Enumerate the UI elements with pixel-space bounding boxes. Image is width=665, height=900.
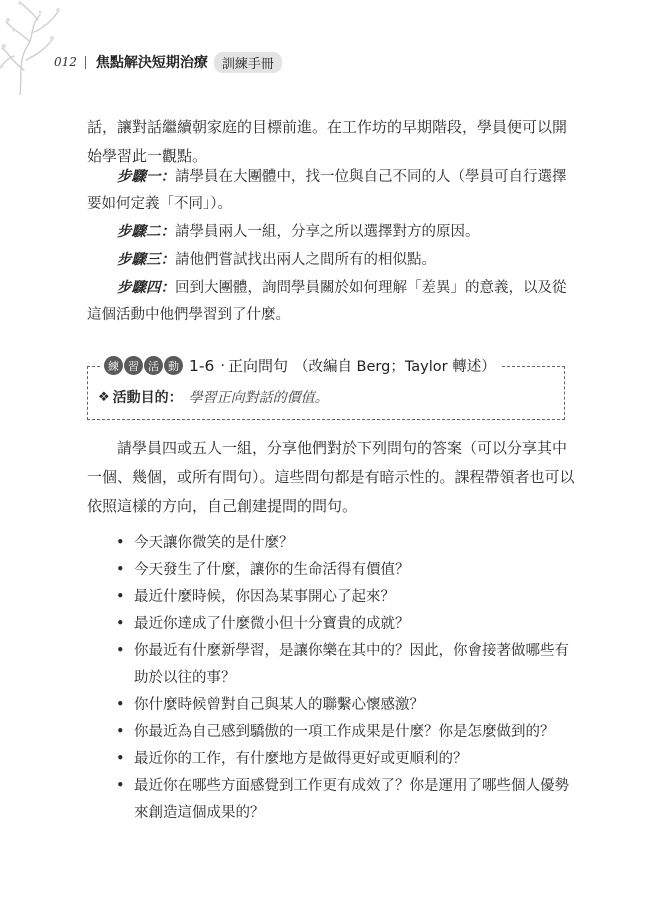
question-text: 最近什麼時候，你因為某事開心了起來？ — [134, 589, 395, 605]
question-text: 今天讓你微笑的是什麼？ — [134, 535, 294, 551]
bullet-icon: • — [116, 616, 125, 632]
step-item — [87, 163, 577, 218]
bullet-icon: • — [116, 562, 125, 578]
list-item — [116, 746, 576, 773]
step-text: 請學員在大團體中，找一位與自己不同的人（學員可自行選擇要如何定義「不同」）。 — [87, 169, 567, 212]
list-item — [116, 638, 576, 692]
activity-chip: 動 — [164, 356, 183, 375]
activity-title — [100, 355, 500, 376]
list-item — [116, 584, 576, 611]
step-item — [87, 218, 577, 246]
bullet-icon: • — [116, 589, 125, 605]
step-label: 步驟一： — [117, 168, 175, 185]
bullet-icon: • — [116, 535, 125, 551]
step-label: 步驟四： — [117, 279, 175, 296]
page-number: 012 — [54, 55, 77, 69]
list-item — [116, 557, 576, 584]
question-text: 最近你在哪些方面感覺到工作更有成效了？你是運用了哪些個人優勢來創造這個成果的？ — [134, 778, 569, 821]
step-item — [87, 246, 577, 274]
purpose-text: 學習正向對話的價值。 — [188, 390, 329, 406]
intro-paragraph: 話，讓對話繼續朝家庭的目標前進。在工作坊的早期階段，學員便可以開始學習此一觀點。 — [87, 118, 568, 165]
header-divider — [85, 56, 86, 69]
question-text: 最近你達成了什麼微小但十分寶貴的成就？ — [134, 616, 410, 632]
activity-chip: 活 — [144, 356, 163, 375]
question-text: 你什麼時候曾對自己與某人的聯繫心懷感激？ — [134, 697, 424, 713]
activity-box — [87, 356, 565, 420]
question-text: 你最近為自己感到驕傲的一項工作成果是什麼？你是怎麼做到的？ — [134, 724, 555, 740]
question-text: 今天發生了什麼，讓你的生命活得有價值？ — [134, 562, 410, 578]
purpose-label: 活動目的： — [112, 390, 183, 406]
activity-chips — [104, 356, 184, 375]
activity-dot: · — [220, 357, 225, 374]
book-title: 焦點解決短期治療 — [95, 55, 208, 71]
question-list — [116, 530, 576, 827]
list-item — [116, 692, 576, 719]
bullet-icon: • — [116, 778, 125, 794]
diamond-bullet-icon: ❖ — [98, 389, 110, 405]
running-header — [54, 52, 282, 72]
question-text: 最近你的工作，有什麼地方是做得更好或更順利的？ — [134, 751, 468, 767]
activity-number: 1-6 — [189, 356, 215, 375]
step-item — [87, 274, 577, 329]
step-text: 請他們嘗試找出兩人之間所有的相似點。 — [175, 252, 436, 268]
activity-chip: 練 — [104, 356, 123, 375]
list-item — [116, 773, 576, 827]
step-label: 步驟二： — [117, 223, 175, 240]
step-label: 步驟三： — [117, 251, 175, 268]
manual-badge: 訓練手冊 — [214, 52, 282, 73]
tree-decoration-icon — [0, 0, 70, 95]
activity-chip: 習 — [124, 356, 143, 375]
activity-name: 正向問句 — [227, 357, 288, 375]
bullet-icon: • — [116, 697, 125, 713]
list-item — [116, 611, 576, 638]
activity-note: （改編自 Berg；Taylor 轉述） — [293, 359, 496, 375]
body-paragraph: 請學員四或五人一組，分享他們對於下列問句的答案（可以分享其中一個、幾個，或所有問句）。這些問句都是有暗示性的。課程帶領者也可以依照這樣的方向，自己創建提問的問句。 — [87, 439, 575, 515]
step-text: 回到大團體，詢問學員關於如何理解「差異」的意義，以及從這個活動中他們學習到了什麼。 — [87, 280, 567, 323]
bullet-icon: • — [116, 724, 125, 740]
bullet-icon: • — [116, 751, 125, 767]
step-text: 請學員兩人一組，分享之所以選擇對方的原因。 — [175, 224, 480, 240]
steps-list — [87, 163, 577, 329]
list-item — [116, 530, 576, 557]
activity-purpose — [98, 387, 329, 407]
question-text: 你最近有什麼新學習，是讓你樂在其中的？因此，你會接著做哪些有助於以往的事？ — [134, 643, 569, 686]
list-item — [116, 719, 576, 746]
bullet-icon: • — [116, 643, 125, 659]
